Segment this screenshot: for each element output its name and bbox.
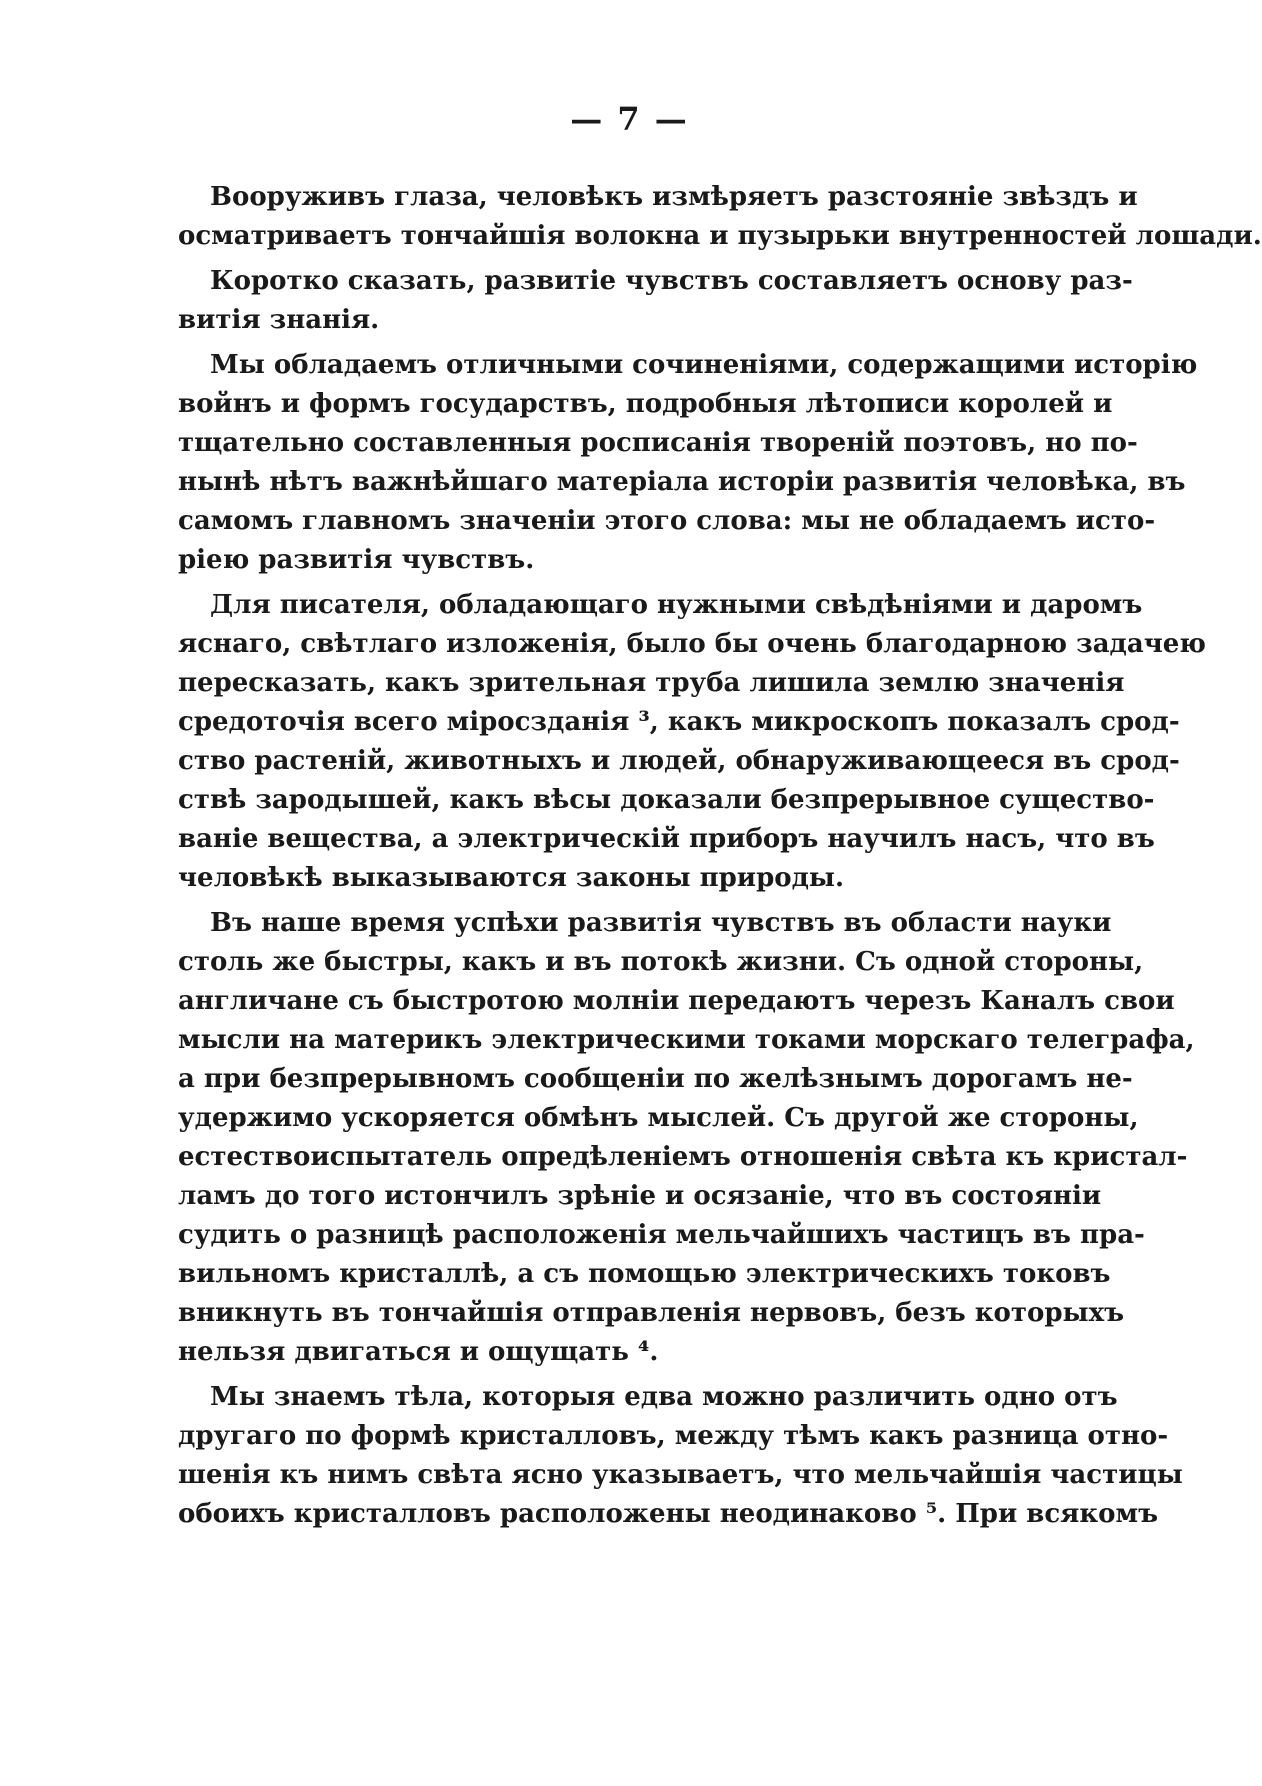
- text-line: Мы обладаемъ отличными сочиненіями, содержащими исторію: [210, 350, 1198, 380]
- text-line: мысли на материкъ электрическими токами морскаго телеграфа,: [178, 1025, 1195, 1055]
- paragraph: [178, 262, 1133, 340]
- text-line: войнъ и формъ государствъ, подробныя лѣтописи королей и: [178, 389, 1113, 419]
- text-line: а при безпрерывномъ сообщеніи по желѣзнымъ дорогамъ не-: [178, 1064, 1133, 1094]
- text-line: яснаго, свѣтлаго изложенія, было бы очень благодарною задачею: [178, 629, 1206, 659]
- text-line: витія знанія.: [178, 305, 380, 335]
- paragraph: [178, 586, 1206, 898]
- text-line: Коротко сказать, развитіе чувствъ составляетъ основу раз-: [210, 266, 1133, 296]
- paragraph: [178, 346, 1198, 580]
- text-line: шенія къ нимъ свѣта ясно указываетъ, что мельчайшія частицы: [178, 1460, 1183, 1490]
- text-line: ваніе вещества, а электрическій приборъ научилъ насъ, что въ: [178, 824, 1155, 854]
- text-line: столь же быстры, какъ и въ потокѣ жизни. Съ одной стороны,: [178, 947, 1144, 977]
- text-line: удержимо ускоряется обмѣнъ мыслей. Съ другой же стороны,: [178, 1103, 1139, 1133]
- text-line: англичане съ быстротою молніи передаютъ черезъ Каналъ свои: [178, 986, 1175, 1016]
- text-line: ствѣ зародышей, какъ вѣсы доказали безпрерывное существо-: [178, 785, 1155, 815]
- paragraph: [178, 1378, 1183, 1534]
- text-line: самомъ главномъ значеніи этого слова: мы не обладаемъ исто-: [178, 506, 1156, 536]
- text-line: нельзя двигаться и ощущать ⁴.: [178, 1337, 659, 1367]
- text-line: человѣкѣ выказываются законы природы.: [178, 863, 845, 893]
- text-line: ство растеній, животныхъ и людей, обнаруживающееся въ срод-: [178, 746, 1180, 776]
- text-line: осматриваетъ тончайшія волокна и пузырьки внутренностей лошади.: [178, 221, 1262, 251]
- text-line: Мы знаемъ тѣла, которыя едва можно различить одно отъ: [210, 1382, 1118, 1412]
- text-line: средоточія всего міросзданія ³, какъ микроскопъ показалъ срод-: [178, 707, 1180, 737]
- text-line: ріею развитія чувствъ.: [178, 545, 535, 575]
- text-line: Въ наше время успѣхи развитія чувствъ въ области науки: [210, 908, 1112, 938]
- text-line: ламъ до того истончилъ зрѣніе и осязаніе, что въ состояніи: [178, 1181, 1102, 1211]
- text-line: вникнуть въ тончайшія отправленія нервовъ, безъ которыхъ: [178, 1298, 1125, 1328]
- text-line: Вооруживъ глаза, человѣкъ измѣряетъ разстояніе звѣздъ и: [210, 182, 1138, 212]
- text-line: тщательно составленныя росписанія твореній поэтовъ, но по-: [178, 428, 1138, 458]
- text-line: другаго по формѣ кристалловъ, между тѣмъ какъ разница отно-: [178, 1421, 1169, 1451]
- text-line: нынѣ нѣтъ важнѣйшаго матеріала исторіи развитія человѣка, въ: [178, 467, 1186, 497]
- text-line: пересказать, какъ зрительная труба лишила землю значенія: [178, 668, 1125, 698]
- text-line: вильномъ кристаллѣ, а съ помощью электрическихъ токовъ: [178, 1259, 1111, 1289]
- page-number: — 7 —: [570, 100, 689, 138]
- text-line: Для писателя, обладающаго нужными свѣдѣніями и даромъ: [210, 590, 1143, 620]
- body-text: [178, 178, 1262, 1540]
- text-line: судить о разницѣ расположенія мельчайшихъ частицъ въ пра-: [178, 1220, 1145, 1250]
- text-line: обоихъ кристалловъ расположены неодинаково ⁵. При всякомъ: [178, 1499, 1159, 1529]
- text-line: естествоиспытатель опредѣленіемъ отношенія свѣта къ кристал-: [178, 1142, 1188, 1172]
- paragraph: [178, 904, 1195, 1372]
- paragraph: [178, 178, 1262, 256]
